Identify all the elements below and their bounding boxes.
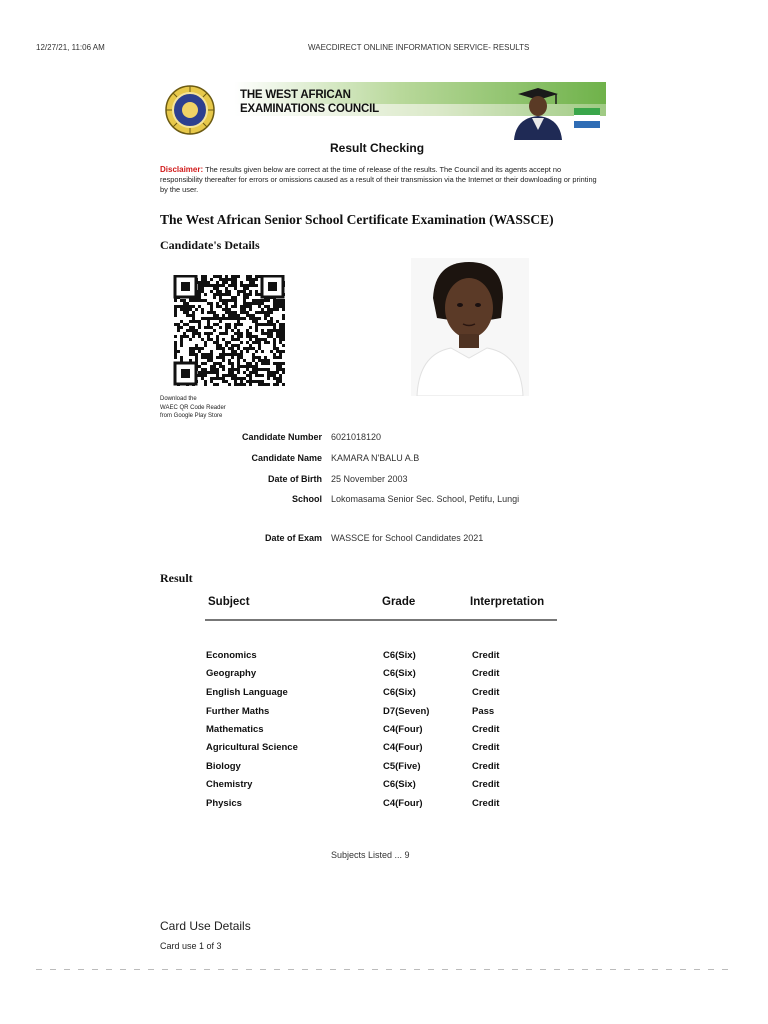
candidate-number-value: 6021018120 (331, 432, 382, 442)
subjects-listed-count: Subjects Listed ... 9 (331, 850, 410, 860)
date-of-birth-value: 25 November 2003 (331, 474, 408, 484)
page-heading: Result Checking (330, 141, 425, 155)
banner-title (240, 88, 379, 116)
banner-title-line1: THE WEST AFRICAN (240, 89, 351, 101)
card-use-count: Card use 1 of 3 (160, 941, 222, 951)
waec-seal-icon (164, 84, 216, 136)
interpretation-cell: Credit (472, 650, 500, 661)
subject-cell: Biology (206, 761, 241, 772)
subject-cell: Economics (206, 650, 257, 661)
grade-cell: C4(Four) (383, 742, 423, 753)
date-of-exam-label: Date of Exam (264, 533, 322, 543)
col-header-grade: Grade (382, 596, 416, 608)
qr-note-line: WAEC QR Code Reader (160, 404, 226, 411)
banner-title-line2: EXAMINATIONS COUNCIL (240, 103, 379, 115)
interpretation-cell: Pass (472, 706, 495, 717)
grade-cell: C4(Four) (383, 724, 423, 735)
qr-note (160, 395, 226, 421)
grade-cell: D7(Seven) (383, 706, 430, 717)
qr-code-icon (171, 275, 289, 387)
candidate-photo (411, 258, 529, 396)
interpretation-cell: Credit (472, 798, 500, 809)
sierra-leone-flag-icon (574, 108, 600, 128)
table-row (0, 798, 768, 816)
exam-title: The West African Senior School Certificate Examination (WASSCE) (160, 212, 554, 227)
table-row (0, 706, 768, 724)
grade-cell: C6(Six) (383, 779, 416, 790)
table-row (0, 687, 768, 705)
subject-cell: Geography (206, 668, 257, 679)
table-header-rule (205, 619, 557, 621)
table-row (0, 668, 768, 686)
grade-cell: C6(Six) (383, 650, 416, 661)
interpretation-cell: Credit (472, 742, 500, 753)
school-value: Lokomasama Senior Sec. School, Petifu, Lungi (331, 494, 520, 504)
grade-cell: C6(Six) (383, 668, 416, 679)
print-date: 12/27/21, 11:06 AM (36, 43, 105, 52)
subject-cell: Further Maths (206, 706, 270, 717)
disclaimer-label: Disclaimer: (160, 165, 204, 174)
table-row (0, 779, 768, 797)
table-row (0, 724, 768, 742)
subject-cell: English Language (206, 687, 288, 698)
interpretation-cell: Credit (472, 761, 500, 772)
candidate-name-label: Candidate Name (251, 453, 322, 463)
candidate-name-value: KAMARA N'BALU A.B (331, 453, 420, 463)
date-of-birth-label: Date of Birth (268, 474, 322, 484)
subject-cell: Physics (206, 798, 242, 809)
grade-cell: C6(Six) (383, 687, 416, 698)
waec-banner (160, 82, 606, 140)
candidate-details-heading: Candidate's Details (160, 238, 260, 252)
subject-cell: Agricultural Science (206, 742, 298, 753)
table-row (0, 761, 768, 779)
grade-cell: C5(Five) (383, 761, 421, 772)
disclaimer-text: The results given below are correct at the time of release of the results. The Council and its agents accept no responsibility thereafter for errors or omissions caused as a result of their transmission via the Internet or their downloading or printing by the user. (160, 165, 597, 194)
col-header-interpretation: Interpretation (470, 596, 545, 608)
subject-cell: Chemistry (206, 779, 253, 790)
col-header-subject: Subject (208, 596, 250, 608)
qr-note-line: Download the (160, 396, 197, 402)
table-row (0, 650, 768, 668)
candidate-number-label: Candidate Number (241, 432, 322, 442)
interpretation-cell: Credit (472, 668, 500, 679)
interpretation-cell: Credit (472, 779, 500, 790)
grade-cell: C4(Four) (383, 798, 423, 809)
subject-cell: Mathematics (206, 724, 264, 735)
interpretation-cell: Credit (472, 687, 500, 698)
school-label: School (291, 494, 322, 504)
table-row (0, 742, 768, 760)
disclaimer (160, 165, 600, 195)
date-of-exam-value: WASSCE for School Candidates 2021 (331, 533, 484, 543)
card-use-heading: Card Use Details (160, 919, 251, 933)
result-heading: Result (160, 571, 193, 585)
interpretation-cell: Credit (472, 724, 500, 735)
graduate-figure-image (504, 84, 564, 140)
qr-note-line: from Google Play Store (160, 413, 223, 419)
print-header-title: WAECDIRECT ONLINE INFORMATION SERVICE- RESULTS (308, 43, 530, 52)
print-footer-rule (36, 969, 736, 970)
